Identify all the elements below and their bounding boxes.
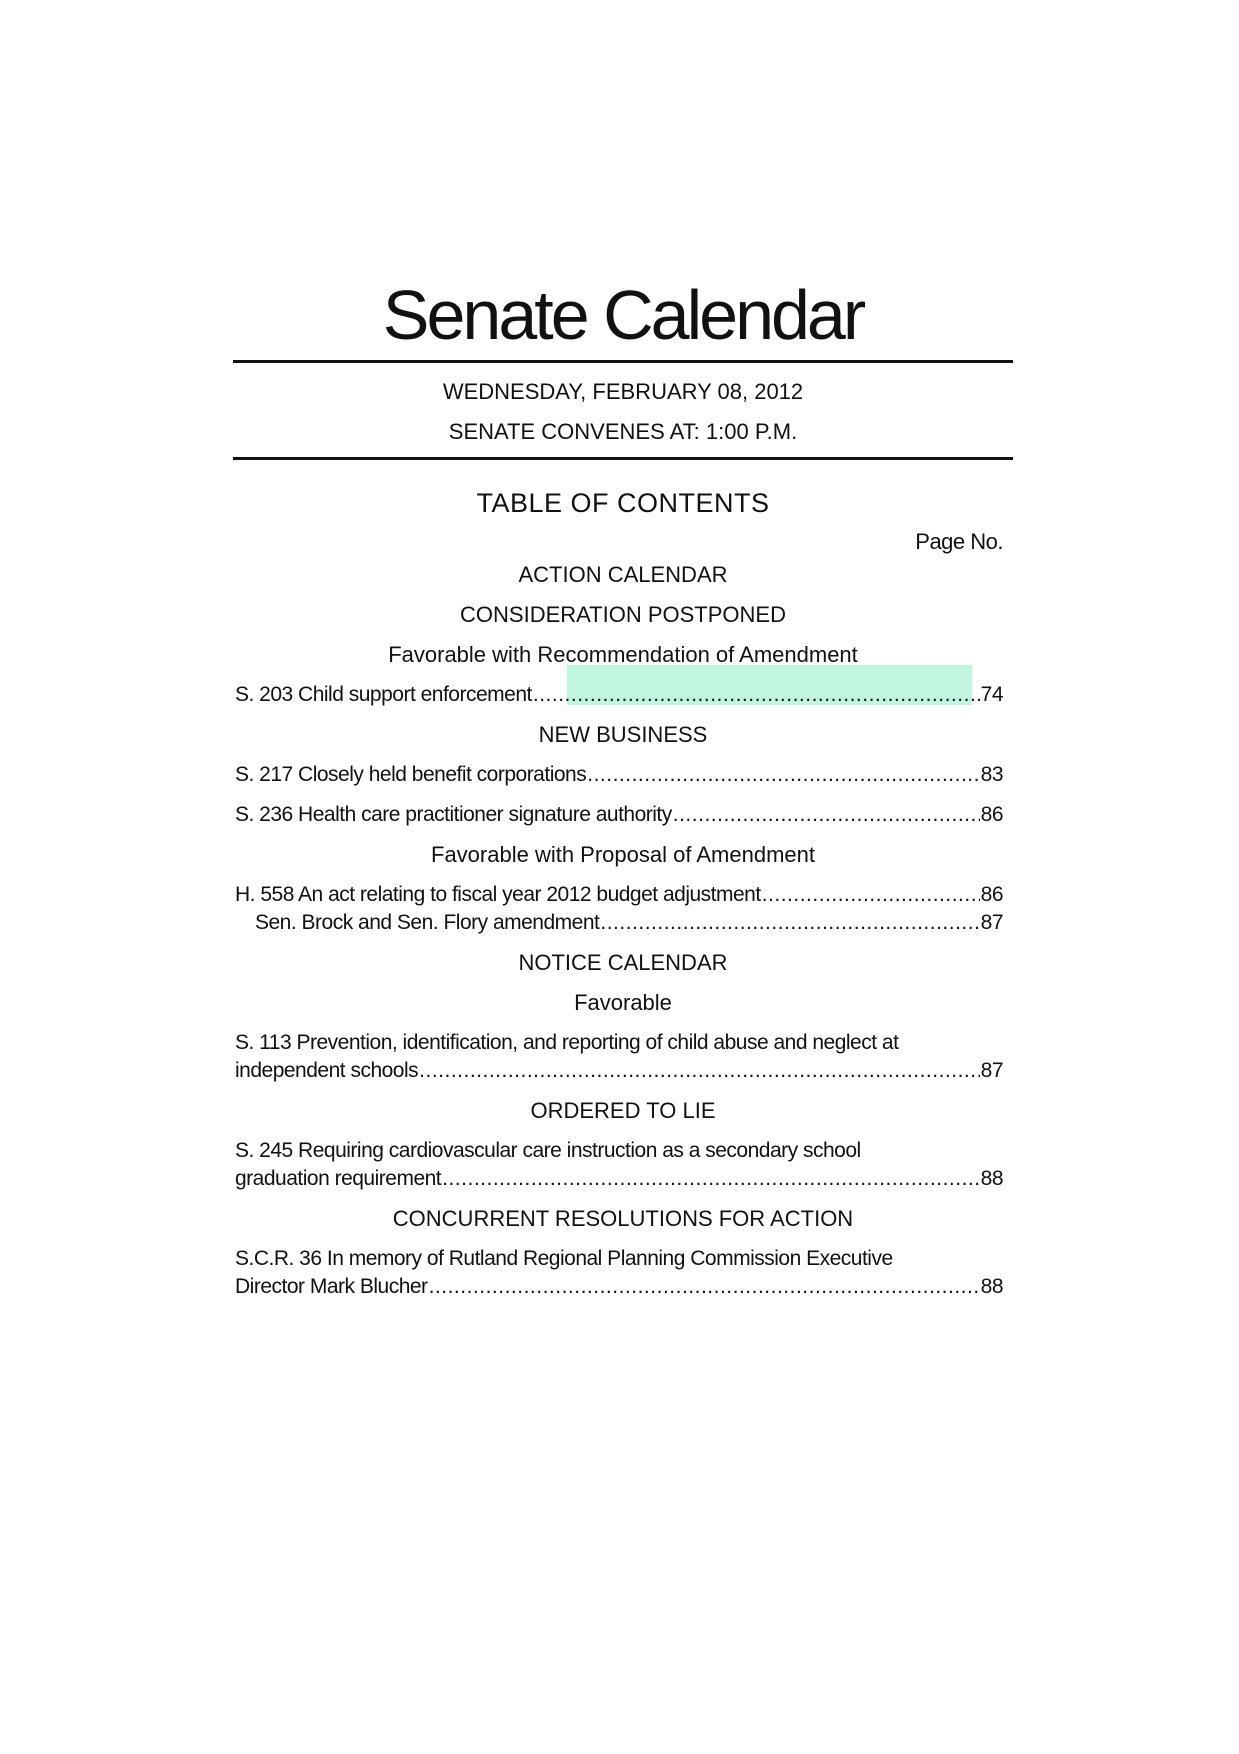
toc-entry-text: S. 113 Prevention, identification, and reporting of child abuse and neglect at <box>235 1031 899 1054</box>
toc-entry-text: S. 236 Health care practitioner signature authority <box>235 803 672 826</box>
dot-leader <box>533 681 980 709</box>
toc-entry-line <box>235 1137 1003 1165</box>
toc-entry-line <box>235 801 1003 829</box>
toc-page-number: 88 <box>980 1167 1003 1190</box>
toc-heading: TABLE OF CONTENTS <box>476 488 770 518</box>
section-heading: CONCURRENT RESOLUTIONS FOR ACTION <box>392 1206 854 1231</box>
toc-entry-line <box>235 681 1003 709</box>
toc-entry-line <box>235 1245 1003 1273</box>
toc-entry[interactable] <box>233 675 1013 715</box>
calendar-date: WEDNESDAY, FEBRUARY 08, 2012 <box>442 379 804 404</box>
toc-entry-line <box>235 761 1003 789</box>
toc-page-number: 88 <box>980 1275 1003 1298</box>
section-heading: NEW BUSINESS <box>538 722 708 747</box>
toc-entry-text: graduation requirement <box>235 1167 442 1190</box>
toc-entry[interactable] <box>233 1131 1013 1199</box>
toc-entry-line <box>235 1273 1003 1301</box>
section-heading: Favorable <box>574 990 672 1015</box>
dot-leader <box>600 909 979 937</box>
dot-leader <box>429 1273 980 1301</box>
toc-entry[interactable] <box>233 875 1013 943</box>
toc-entry[interactable] <box>233 795 1013 835</box>
toc-entry-text: S. 245 Requiring cardiovascular care instruction as a secondary school <box>235 1139 861 1162</box>
toc-list <box>233 555 1013 1307</box>
top-rule <box>233 360 1013 363</box>
toc-entry-text: S. 217 Closely held benefit corporations <box>235 763 587 786</box>
toc-entry-line <box>235 909 1003 937</box>
dot-leader <box>587 761 979 789</box>
section-heading: Favorable with Proposal of Amendment <box>431 842 815 867</box>
dot-leader <box>673 801 980 829</box>
toc-page-number: 74 <box>980 683 1003 706</box>
dot-leader <box>442 1165 980 1193</box>
document-page <box>233 276 1013 1307</box>
page-no-label: Page No. <box>915 529 1003 554</box>
section-heading: Favorable with Recommendation of Amendment <box>388 642 858 667</box>
section-heading: ACTION CALENDAR <box>518 562 728 587</box>
toc-entry-text: independent schools <box>235 1059 419 1082</box>
toc-entry-line <box>235 1057 1003 1085</box>
toc-entry-line <box>235 881 1003 909</box>
toc-page-number: 86 <box>980 883 1003 906</box>
section-heading: ORDERED TO LIE <box>530 1098 716 1123</box>
toc-page-number: 86 <box>980 803 1003 826</box>
dot-leader <box>419 1057 979 1085</box>
toc-entry-line <box>235 1165 1003 1193</box>
dot-leader <box>762 881 980 909</box>
toc-entry-line <box>235 1029 1003 1057</box>
convene-time: SENATE CONVENES AT: 1:00 P.M. <box>448 419 798 444</box>
toc-entry-text: Sen. Brock and Sen. Flory amendment <box>255 911 600 934</box>
toc-entry[interactable] <box>233 755 1013 795</box>
toc-entry-text: S.C.R. 36 In memory of Rutland Regional Planning Commission Executive <box>235 1247 893 1270</box>
toc-page-number: 87 <box>980 1059 1003 1082</box>
page-title: Senate Calendar <box>382 276 864 354</box>
toc-entry-text: Director Mark Blucher <box>235 1275 428 1298</box>
toc-page-number: 83 <box>980 763 1003 786</box>
toc-entry-text: H. 558 An act relating to fiscal year 2012 budget adjustment <box>235 883 761 906</box>
toc-entry-text: S. 203 Child support enforcement <box>235 683 532 706</box>
section-heading: CONSIDERATION POSTPONED <box>460 602 786 627</box>
toc-entry[interactable] <box>233 1239 1013 1307</box>
toc-entry[interactable] <box>233 1023 1013 1091</box>
section-heading: NOTICE CALENDAR <box>518 950 728 975</box>
bottom-rule <box>233 457 1013 460</box>
toc-page-number: 87 <box>980 911 1003 934</box>
